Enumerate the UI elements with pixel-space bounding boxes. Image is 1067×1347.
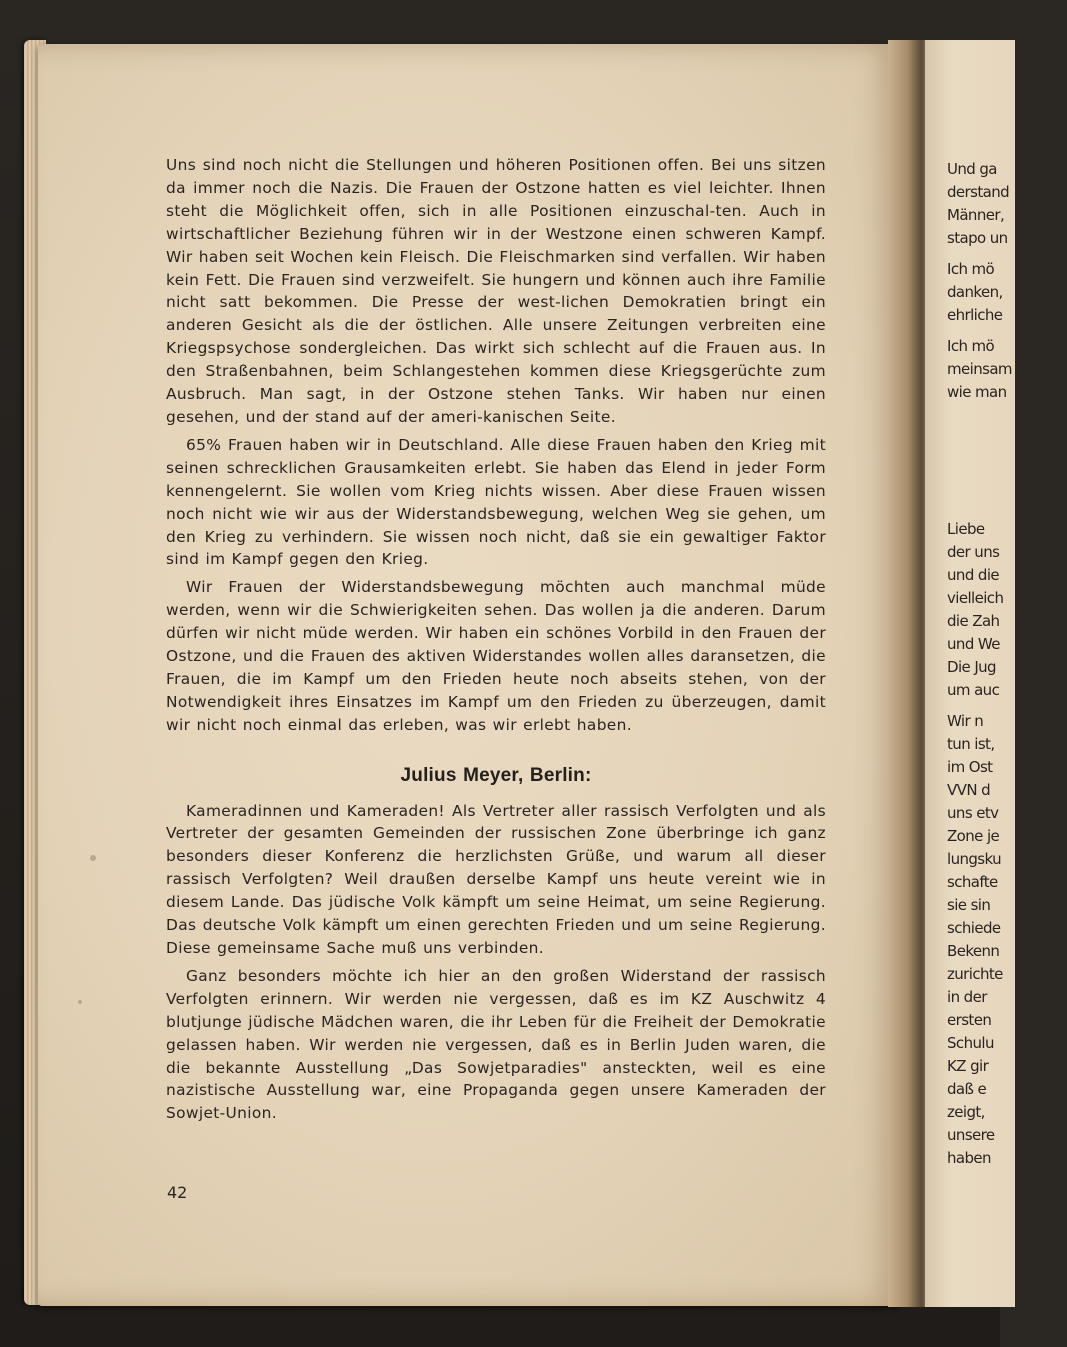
facing-page-line: um auc [947,681,1000,699]
facing-page-line: in der [947,988,987,1006]
paragraph: Ganz besonders möchte ich hier an den großen Widerstand der rassisch Verfolgten erinnern. Wir werden nie vergessen, daß es im KZ Auschwitz 4 blutjunge jüdische Mädchen waren, die ihr Leben für die Freiheit der Demokratie gelassen haben. Wir werden nie vergessen, daß es in Berlin Juden waren, die die bekannte Ausstellung „Das Sowjetparadies" ansteckten, weil es eine nazistische Ausstellung war, eine Propaganda gegen unsere Kameraden der Sowjet-Union. [166,966,826,1123]
paper-speck [90,855,96,861]
facing-page-line: Die Jug [947,658,996,676]
facing-page-line: Schulu [947,1034,994,1052]
facing-page-line: ehrliche [947,306,1003,324]
facing-page-line: ersten [947,1011,992,1029]
facing-page-line: Wir n [947,712,984,730]
facing-page-line: lungsku [947,850,1002,868]
paragraph: 65% Frauen haben wir in Deutschland. Alle diese Frauen haben den Krieg mit seinen schrecklichen Grausamkeiten erlebt. Sie haben das Elend in jeder Form kennengelernt. Sie wollen vom Krieg nichts wissen. Aber diese Frauen wissen noch nicht wie wir aus der Widerstandsbewegung, welchen Weg sie gehen, um den Krieg zu verhindern. Sie wissen noch nicht, daß sie ein gewaltiger Faktor sind im Kampf gegen den Krieg. [166,435,826,569]
paragraph: Wir Frauen der Widerstandsbewegung möchten auch manchmal müde werden, wenn wir die Schwierigkeiten sehen. Das wollen ja die anderen. Darum dürfen wir nicht müde werden. Wir haben ein schönes Vorbild in den Frauen der Ostzone, und die Frauen des aktiven Widerstandes wollen alles daransetzen, die Frauen, die im Kampf um den Frieden heute noch abseits stehen, von der Notwendigkeit ihres Einsatzes im Kampf um den Frieden zu überzeugen, damit wir nicht noch einmal das erleben, was wir erlebt haben. [166,578,826,734]
facing-page-line: vielleich [947,589,1004,607]
facing-page-line: schafte [947,873,998,891]
facing-page-line: zeigt, [947,1103,985,1121]
facing-page-text [947,40,1067,1307]
page-number: 42 [167,1183,188,1202]
main-text-block [166,154,826,1130]
facing-page-line: Ich mö [947,260,995,278]
facing-page-line: uns etv [947,804,999,822]
facing-page-line: Zone je [947,827,1000,845]
speaker-heading: Julius Meyer, Berlin: [400,764,592,786]
paper-speck [78,1000,82,1004]
facing-page-line: der uns [947,543,1000,561]
facing-page-line: sie sin [947,896,991,914]
facing-page-line: und die [947,566,1000,584]
facing-page-line: Ich mö [947,337,995,355]
right-page-fragment [925,40,1015,1307]
facing-page-line: danken, [947,283,1003,301]
paragraph: Kameradinnen und Kameraden! Als Vertreter aller rassisch Verfolgten und als Vertreter der gesamten Gemeinden der russischen Zone überbringe ich ganz besonders dieser Konferenz die herzlichsten Grüße, und warum all dieser rassisch Verfolgten? Weil draußen derselbe Kampf uns heute vereint wie in diesem Lande. Das jüdische Volk kämpft um seine Heimat, um seine Regierung. Das deutsche Volk kämpft um einen gerechten Frieden und um seine Regierung. Diese gemeinsame Sache muß uns verbinden. [166,801,826,957]
facing-page-line: Liebe [947,520,985,538]
facing-page-line: VVN d [947,781,991,799]
facing-page-line: Bekenn [947,942,1000,960]
facing-page-line: schiede [947,919,1001,937]
facing-page-line: zurichte [947,965,1003,983]
facing-page-line: Und ga [947,160,997,178]
facing-page-line: unsere [947,1126,995,1144]
facing-page-line: tun ist, [947,735,995,753]
facing-page-line: und We [947,635,1000,653]
facing-page-line: haben [947,1149,991,1167]
facing-page-line: wie man [947,383,1007,401]
facing-page-line: KZ gir [947,1057,989,1075]
facing-page-line: meinsam [947,360,1012,378]
facing-page-line: daß e [947,1080,987,1098]
facing-page-line: die Zah [947,612,1000,630]
paragraph: Uns sind noch nicht die Stellungen und höheren Positionen offen. Bei uns sitzen da immer noch die Nazis. Die Frauen der Ostzone hatten es viel leichter. Ihnen steht die Möglichkeit offen, sich in alle Positionen einzuschal-ten. Auch in wirtschaftlicher Beziehung führen wir in der Westzone einen schweren Kampf. Wir haben seit Wochen kein Fleisch. Die Fleischmarken sind verfallen. Wir haben kein Fett. Die Frauen sind verzweifelt. Sie hungern und können auch ihre Familie nicht satt bekommen. Die Presse der west-lichen Demokratien bringt ein anderen Gesicht als die der östlichen. Alle unsere Zeitungen verbreiten eine Kriegspsychose sondergleichen. Das wirkt sich schlecht auf die Frauen aus. In den Straßenbahnen, beim Schlangestehen kommen diese Kriegsgerüchte zum Ausbruch. Man sagt, in der Ostzone stehen Tanks. Wir haben nur einen gesehen, und der stand auf der ameri-kanischen Seite. [166,156,826,426]
facing-page-line: Männer, [947,206,1005,224]
facing-page-line: stapo un [947,229,1008,247]
facing-page-line: im Ost [947,758,993,776]
facing-page-line: derstand [947,183,1010,201]
